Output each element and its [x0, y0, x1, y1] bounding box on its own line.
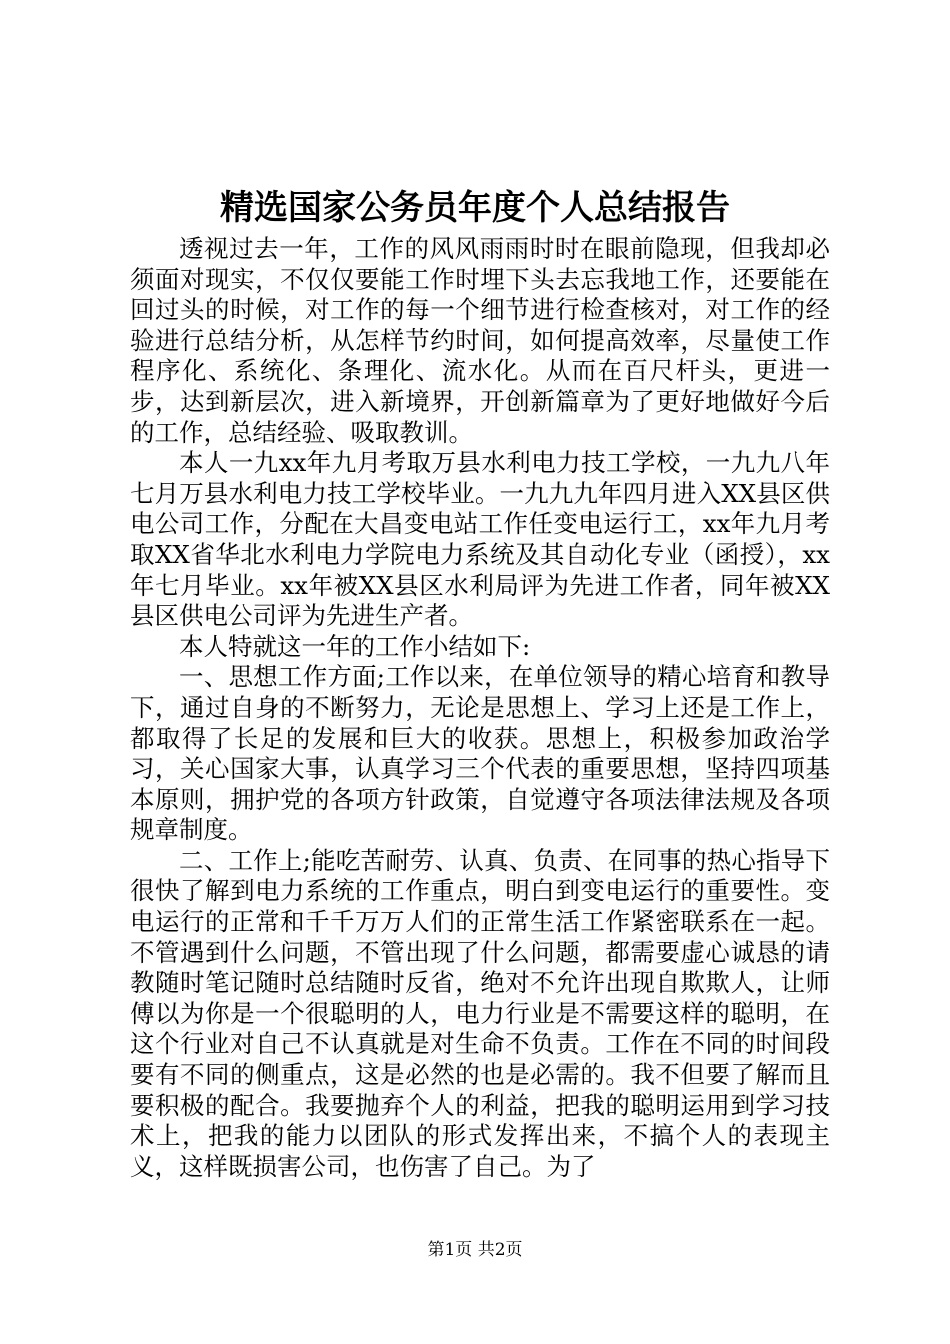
paragraph-work: 二、工作上;能吃苦耐劳、认真、负责、在同事的热心指导下很快了解到电力系统的工作重点，明白到变电运行的重要性。变电运行的正常和千千万万人们的正常生活工作紧密联系在一起。不管遇到什么问题，不管出现了什么问题，都需要虚心诚恳的请教随时笔记随时总结随时反省，绝对不允许出现自欺欺人，让师傅以为你是一个很聪明的人，电力行业是不需要这样的聪明，在这个行业对自己不认真就是对生命不负责。工作在不同的时间段要有不同的侧重点，这是必然的也是必需的。我不但要了解而且要积极的配合。我要抛弃个人的利益，把我的聪明运用到学习技术上，把我的能力以团队的形式发挥出来，不搞个人的表现主义，这样既损害公司，也伤害了自己。为了 — [130, 845, 830, 1181]
paragraph-intro: 透视过去一年，工作的风风雨雨时时在眼前隐现，但我却必须面对现实，不仅仅要能工作时埋下头去忘我地工作，还要能在回过头的时候，对工作的每一个细节进行检查核对，对工作的经验进行总结分析，从怎样节约时间，如何提高效率，尽量使工作程序化、系统化、条理化、流水化。从而在百尺杆头，更进一步，达到新层次，进入新境界，开创新篇章为了更好地做好今后的工作，总结经验、吸取教训。 — [130, 234, 830, 447]
paragraph-background: 本人一九xx年九月考取万县水利电力技工学校，一九九八年七月万县水利电力技工学校毕业。一九九九年四月进入XX县区供电公司工作，分配在大昌变电站工作任变电运行工，xx年九月考取XX省华北水利电力学院电力系统及其自动化专业（函授），xx年七月毕业。xx年被XX县区水利局评为先进工作者，同年被XX县区供电公司评为先进生产者。 — [130, 448, 830, 631]
document-title: 精选国家公务员年度个人总结报告 — [220, 188, 730, 228]
paragraph-ideology: 一、思想工作方面;工作以来，在单位领导的精心培育和教导下，通过自身的不断努力，无论是思想上、学习上还是工作上，都取得了长足的发展和巨大的收获。思想上，积极参加政治学习，关心国家大事，认真学习三个代表的重要思想，坚持四项基本原则，拥护党的各项方针政策，自觉遵守各项法律法规及各项规章制度。 — [130, 662, 830, 845]
page-number-footer: 第1页 共2页 — [427, 1240, 523, 1260]
document-body — [130, 234, 830, 1182]
paragraph-summary-lead: 本人特就这一年的工作小结如下: — [179, 631, 531, 661]
